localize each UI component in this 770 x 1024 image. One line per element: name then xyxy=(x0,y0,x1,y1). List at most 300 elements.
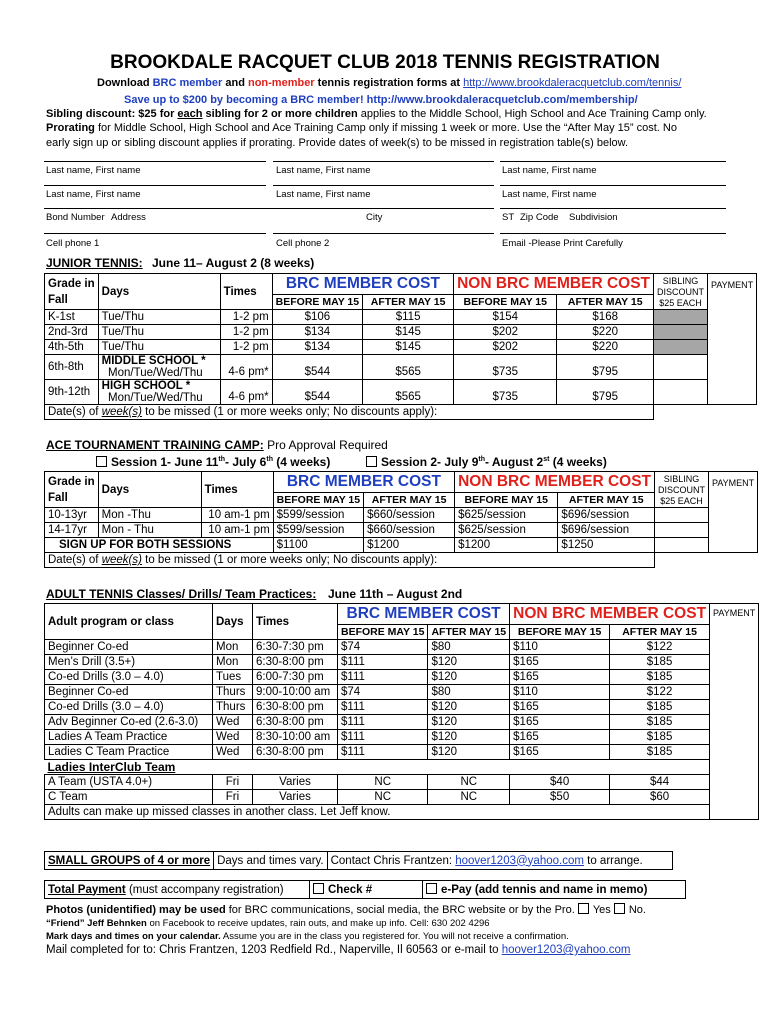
price-cell: $696/session xyxy=(558,508,655,523)
st-label: ST xyxy=(502,212,515,223)
grade-cell: 4th-5th xyxy=(45,340,99,355)
price-cell: $625/session xyxy=(455,508,558,523)
sibling-bold2: sibling for 2 or more children xyxy=(202,108,358,120)
name-line-6[interactable] xyxy=(500,185,726,186)
table-row xyxy=(45,508,758,523)
price-cell: $80 xyxy=(428,685,510,700)
total-label: Total Payment xyxy=(48,883,126,896)
junior-brc-before: BEFORE MAY 15 xyxy=(272,295,362,310)
price-cell: $1100 xyxy=(273,538,363,553)
price-cell: $111 xyxy=(338,655,428,670)
table-row xyxy=(45,355,757,380)
price-cell: $120 xyxy=(428,745,510,760)
junior-heading: JUNIOR TENNIS: xyxy=(46,256,143,270)
adult-brc-cost: BRC MEMBER COST xyxy=(338,604,510,625)
table-row xyxy=(45,730,759,745)
price-cell: $625/session xyxy=(455,523,558,538)
adult-non-after: AFTER MAY 15 xyxy=(610,625,710,640)
price-cell: $735 xyxy=(454,355,557,380)
epay-option[interactable] xyxy=(423,881,686,899)
sibling-rest: applies to the Middle School, High School and Ace Training Camp only. xyxy=(357,108,707,120)
check-option[interactable] xyxy=(310,881,423,899)
name-label-2: Last name, First name xyxy=(276,165,371,176)
price-cell: $111 xyxy=(338,730,428,745)
name-line-1[interactable] xyxy=(44,161,266,162)
table-row xyxy=(45,790,759,805)
times-cell: Varies xyxy=(253,790,338,805)
price-cell: $115 xyxy=(363,310,454,325)
junior-times-header: Times xyxy=(220,274,272,310)
table-row xyxy=(45,523,758,538)
sibling-cell[interactable] xyxy=(655,508,709,523)
session1-text-c: (4 weeks) xyxy=(272,455,331,469)
junior-missed-weeks[interactable] xyxy=(45,405,654,420)
price-cell: $696/session xyxy=(558,523,655,538)
mail-line xyxy=(46,944,630,956)
program-name: MIDDLE SCHOOL * xyxy=(101,355,206,367)
price-cell: $145 xyxy=(363,340,454,355)
session2-text-c: (4 weeks) xyxy=(549,455,607,469)
sibling-amount: $25 EACH xyxy=(659,298,702,308)
price-cell: $165 xyxy=(510,670,610,685)
prorating-line2: early sign up or sibling discount applies if prorating. Provide dates of week(s) to be missed in registration table(s) below. xyxy=(46,137,629,149)
days-cell: Mon xyxy=(213,640,253,655)
sibling-cell[interactable] xyxy=(654,355,708,380)
name-label-3: Last name, First name xyxy=(502,165,597,176)
prorating-line xyxy=(46,122,677,134)
sibling-cell-disabled xyxy=(654,340,708,355)
days-cell xyxy=(98,355,220,380)
address-line[interactable] xyxy=(44,208,494,209)
contact-text: Contact Chris Frantzen: xyxy=(330,854,456,867)
price-cell: $74 xyxy=(338,640,428,655)
checkbox-icon[interactable] xyxy=(426,883,437,894)
and-text: and xyxy=(222,77,248,89)
program-cell: Adv Beginner Co-ed (2.6-3.0) xyxy=(45,715,213,730)
email-label: Email -Please Print Carefully xyxy=(502,238,623,249)
checkbox-icon[interactable] xyxy=(366,456,377,467)
price-cell: $565 xyxy=(363,355,454,380)
price-cell: $660/session xyxy=(364,508,455,523)
times-cell: Varies xyxy=(253,775,338,790)
ace-session-1[interactable] xyxy=(96,455,330,469)
times-cell: 1-2 pm xyxy=(220,310,272,325)
name-line-5[interactable] xyxy=(273,185,494,186)
times-cell: 6:00-7:30 pm xyxy=(253,670,338,685)
junior-payment-header: PAYMENT xyxy=(708,274,757,405)
price-cell: $1250 xyxy=(558,538,655,553)
arrange-text: to arrange. xyxy=(583,854,643,867)
times-cell: 8:30-10:00 am xyxy=(253,730,338,745)
adult-non-brc-cost: NON BRC MEMBER COST xyxy=(510,604,710,625)
grade-in: Grade in xyxy=(48,277,95,290)
friend-bold: “Friend” Jeff Behnken xyxy=(46,918,147,929)
program-name: HIGH SCHOOL * xyxy=(101,380,191,392)
fall: Fall xyxy=(48,293,68,306)
program-cell: Ladies C Team Practice xyxy=(45,745,213,760)
adult-program-header: Adult program or class xyxy=(45,604,213,640)
sibling-cell-disabled xyxy=(654,325,708,340)
name-label-4: Last name, First name xyxy=(46,189,141,200)
name-line-3[interactable] xyxy=(500,161,726,162)
price-cell: $168 xyxy=(557,310,654,325)
ace-grade-header xyxy=(45,472,99,508)
table-row xyxy=(45,745,759,760)
photos-line xyxy=(46,903,646,916)
spacer xyxy=(654,405,708,420)
ace-brc-after: AFTER MAY 15 xyxy=(364,493,455,508)
price-cell: $165 xyxy=(510,655,610,670)
adult-table xyxy=(44,603,759,820)
price-cell: $134 xyxy=(272,340,362,355)
price-cell: $60 xyxy=(610,790,710,805)
price-cell: $110 xyxy=(510,685,610,700)
price-cell: $795 xyxy=(557,355,654,380)
price-cell: $544 xyxy=(272,380,362,405)
adult-days-header: Days xyxy=(213,604,253,640)
adult-times-header: Times xyxy=(253,604,338,640)
ace-payment-header: PAYMENT xyxy=(709,472,758,553)
mail-email-link[interactable]: hoover1203@yahoo.com xyxy=(501,944,631,956)
download-prefix: Download xyxy=(97,77,153,89)
table-row xyxy=(45,325,757,340)
session1-th: th xyxy=(218,456,225,463)
session1-th2: th xyxy=(266,456,273,463)
city-label: City xyxy=(366,212,383,223)
name-line-2[interactable] xyxy=(273,161,494,162)
bond-label: Bond Number xyxy=(46,212,105,223)
checkbox-icon[interactable] xyxy=(614,903,625,914)
checkbox-icon[interactable] xyxy=(96,456,107,467)
price-cell: $165 xyxy=(510,715,610,730)
table-row xyxy=(45,640,759,655)
ace-non-before: BEFORE MAY 15 xyxy=(455,493,558,508)
junior-brc-after: AFTER MAY 15 xyxy=(363,295,454,310)
junior-non-brc-cost: NON BRC MEMBER COST xyxy=(454,274,654,295)
mark-line xyxy=(46,931,569,942)
price-cell: $565 xyxy=(363,380,454,405)
days-cell: Tue/Thu xyxy=(98,340,220,355)
price-cell: $185 xyxy=(610,700,710,715)
session1-text-b: - July 6 xyxy=(225,455,267,469)
check-label: Check # xyxy=(328,883,373,896)
price-cell: NC xyxy=(428,775,510,790)
junior-non-after: AFTER MAY 15 xyxy=(557,295,654,310)
ace-times-header: Times xyxy=(201,472,273,508)
ace-table xyxy=(44,471,758,568)
price-cell: $120 xyxy=(428,700,510,715)
junior-brc-cost: BRC MEMBER COST xyxy=(272,274,453,295)
price-cell: $165 xyxy=(510,730,610,745)
program-cell: Co-ed Drills (3.0 – 4.0) xyxy=(45,670,213,685)
ace-brc-before: BEFORE MAY 15 xyxy=(273,493,363,508)
yes-label: Yes xyxy=(592,904,611,916)
session2-th: th xyxy=(478,456,485,463)
address-label: Address xyxy=(111,212,146,223)
days-cell xyxy=(98,380,220,405)
price-cell: $1200 xyxy=(364,538,455,553)
zip-label: Zip Code xyxy=(520,212,559,223)
session2-text: Session 2- July 9 xyxy=(381,455,479,469)
sibling: SIBLING xyxy=(662,276,699,286)
mark-rest: Assume you are in the class you registered for. You will not receive a confirmation. xyxy=(220,931,569,942)
total-payment-label xyxy=(45,881,310,899)
email-line[interactable] xyxy=(500,233,726,234)
price-cell: $122 xyxy=(610,685,710,700)
price-cell: $202 xyxy=(454,325,557,340)
ace-heading: ACE TOURNAMENT TRAINING CAMP: xyxy=(46,438,264,452)
times-cell: 4-6 pm* xyxy=(220,355,272,380)
table-row xyxy=(45,538,758,553)
adult-heading: ADULT TENNIS Classes/ Drills/ Team Practices: xyxy=(46,587,317,601)
table-row xyxy=(45,340,757,355)
price-cell: $120 xyxy=(428,655,510,670)
price-cell: $145 xyxy=(363,325,454,340)
price-cell: $111 xyxy=(338,715,428,730)
junior-grade-header xyxy=(45,274,99,310)
price-cell: $122 xyxy=(610,640,710,655)
sibling-amount: $25 EACH xyxy=(660,496,703,506)
price-cell: $165 xyxy=(510,700,610,715)
price-cell: $599/session xyxy=(273,523,363,538)
table-row xyxy=(45,715,759,730)
photos-rest: for BRC communications, social media, the BRC website or by the Pro. xyxy=(225,904,578,916)
cell1-line[interactable] xyxy=(44,233,266,234)
adult-brc-after: AFTER MAY 15 xyxy=(428,625,510,640)
program-cell: Co-ed Drills (3.0 – 4.0) xyxy=(45,700,213,715)
name-label-6: Last name, First name xyxy=(502,189,597,200)
checkbox-icon[interactable] xyxy=(578,903,589,914)
no-label: No. xyxy=(628,904,646,916)
prorating-label: Prorating xyxy=(46,122,95,134)
ace-non-brc-cost: NON BRC MEMBER COST xyxy=(455,472,655,493)
days-cell: Thurs xyxy=(213,700,253,715)
price-cell: $220 xyxy=(557,325,654,340)
table-row xyxy=(45,685,759,700)
price-cell: NC xyxy=(428,790,510,805)
missed-post: to be missed (1 or more weeks only; No discounts apply): xyxy=(141,554,438,566)
contact-email-link[interactable]: hoover1203@yahoo.com xyxy=(455,854,584,867)
program-cell: Beginner Co-ed xyxy=(45,685,213,700)
small-groups-days: Days and times vary. xyxy=(214,852,328,870)
price-cell: $220 xyxy=(557,340,654,355)
days-cell: Fri xyxy=(213,775,253,790)
grade-cell: K-1st xyxy=(45,310,99,325)
page-title: BROOKDALE RACQUET CLUB 2018 TENNIS REGISTRATION xyxy=(110,52,660,73)
price-cell: $110 xyxy=(510,640,610,655)
total-note: (must accompany registration) xyxy=(125,883,284,896)
sibling-label: Sibling discount xyxy=(46,108,132,120)
days-cell: Wed xyxy=(213,715,253,730)
missed-week: week(s) xyxy=(101,554,142,566)
sibling-cell[interactable] xyxy=(654,380,708,405)
table-row xyxy=(45,670,759,685)
fall: Fall xyxy=(48,491,68,504)
times-cell: 6:30-8:00 pm xyxy=(253,655,338,670)
name-label-5: Last name, First name xyxy=(276,189,371,200)
program-cell: A Team (USTA 4.0+) xyxy=(45,775,213,790)
friend-rest: on Facebook to receive updates, rain outs, and make up info. Cell: 630 202 4296 xyxy=(146,918,490,929)
price-cell: NC xyxy=(338,775,428,790)
adult-payment-header: PAYMENT xyxy=(710,604,759,820)
save-line[interactable]: Save up to $200 by becoming a BRC member! http://www.brookdaleracquetclub.com/membership/ xyxy=(124,94,638,106)
ace-approval: Pro Approval Required xyxy=(263,438,388,452)
price-cell: $1200 xyxy=(455,538,558,553)
price-cell: $154 xyxy=(454,310,557,325)
times-cell: 10 am-1 pm xyxy=(201,523,273,538)
st-zip-line[interactable] xyxy=(500,208,726,209)
missed-pre: Date(s) of xyxy=(48,406,102,418)
ace-non-after: AFTER MAY 15 xyxy=(558,493,655,508)
session2-st: st xyxy=(543,456,550,463)
days-cell: Fri xyxy=(213,790,253,805)
price-cell: $80 xyxy=(428,640,510,655)
subdivision-label: Subdivision xyxy=(569,212,618,223)
grade-cell: 2nd-3rd xyxy=(45,325,99,340)
days-cell: Tues xyxy=(213,670,253,685)
days-cell: Tue/Thu xyxy=(98,325,220,340)
price-cell: $185 xyxy=(610,670,710,685)
forms-link[interactable]: http://www.brookdaleracquetclub.com/tennis/ xyxy=(463,77,682,89)
times-cell: 1-2 pm xyxy=(220,340,272,355)
missed-week: week(s) xyxy=(101,406,142,418)
ace-heading-line xyxy=(46,438,388,452)
days-cell: Thurs xyxy=(213,685,253,700)
price-cell: $660/session xyxy=(364,523,455,538)
mail-text: Mail completed for to: Chris Frantzen, 1203 Redfield Rd., Naperville, Il 60563 or e-mail to xyxy=(46,944,502,956)
table-row xyxy=(45,310,757,325)
sibling-bold: : $25 for xyxy=(131,108,178,120)
price-cell: $111 xyxy=(338,700,428,715)
price-cell: $111 xyxy=(338,745,428,760)
discount: DISCOUNT xyxy=(657,287,704,297)
ace-brc-cost: BRC MEMBER COST xyxy=(273,472,454,493)
mark-bold: Mark days and times on your calendar. xyxy=(46,931,221,942)
price-cell: $74 xyxy=(338,685,428,700)
times-cell: 6:30-7:30 pm xyxy=(253,640,338,655)
times-cell: 6:30-8:00 pm xyxy=(253,715,338,730)
days-value: Mon/Tue/Wed/Thu xyxy=(108,392,203,404)
adult-non-before: BEFORE MAY 15 xyxy=(510,625,610,640)
price-cell: $120 xyxy=(428,730,510,745)
both-sessions-label: SIGN UP FOR BOTH SESSIONS xyxy=(45,538,274,553)
sibling-cell[interactable] xyxy=(655,523,709,538)
price-cell: $795 xyxy=(557,380,654,405)
spacer xyxy=(709,553,758,568)
ace-days-header: Days xyxy=(98,472,201,508)
session1-text: Session 1- June 11 xyxy=(111,455,219,469)
grade-cell: 9th-12th xyxy=(45,380,99,405)
price-cell: $134 xyxy=(272,325,362,340)
times-cell: 10 am-1 pm xyxy=(201,508,273,523)
price-cell: $106 xyxy=(272,310,362,325)
discount: DISCOUNT xyxy=(658,485,705,495)
price-cell: $185 xyxy=(610,730,710,745)
price-cell: $120 xyxy=(428,715,510,730)
price-cell: $735 xyxy=(454,380,557,405)
junior-sibling-header xyxy=(654,274,708,310)
brc-member-text: BRC member xyxy=(152,77,223,89)
small-groups-label: SMALL GROUPS of 4 or more xyxy=(45,852,214,870)
cell2-line[interactable] xyxy=(273,233,494,234)
times-cell: 1-2 pm xyxy=(220,325,272,340)
table-row xyxy=(45,380,757,405)
sibling-cell[interactable] xyxy=(655,538,709,553)
interclub-heading: Ladies InterClub Team xyxy=(45,760,710,775)
price-cell: $44 xyxy=(610,775,710,790)
days-cell: Mon xyxy=(213,655,253,670)
total-payment-table xyxy=(44,880,686,899)
checkbox-icon[interactable] xyxy=(313,883,324,894)
times-cell: 4-6 pm* xyxy=(220,380,272,405)
photos-bold: Photos (unidentified) may be used xyxy=(46,904,226,916)
grade-cell: 6th-8th xyxy=(45,355,99,380)
price-cell: $185 xyxy=(610,745,710,760)
program-cell: C Team xyxy=(45,790,213,805)
price-cell: $165 xyxy=(510,745,610,760)
small-groups-table xyxy=(44,851,673,870)
days-cell: Mon - Thu xyxy=(98,523,201,538)
sibling: SIBLING xyxy=(663,474,700,484)
program-cell: Ladies A Team Practice xyxy=(45,730,213,745)
friend-line xyxy=(46,918,490,929)
small-groups-contact xyxy=(327,852,672,870)
name-label-1: Last name, First name xyxy=(46,165,141,176)
sibling-each: each xyxy=(177,108,203,120)
ace-session-2[interactable] xyxy=(366,455,607,469)
session2-text-b: - August 2 xyxy=(485,455,544,469)
price-cell: $111 xyxy=(338,670,428,685)
price-cell: NC xyxy=(338,790,428,805)
table-row xyxy=(45,655,759,670)
download-line xyxy=(97,77,681,89)
junior-days-header: Days xyxy=(98,274,220,310)
missed-post: to be missed (1 or more weeks only; No discounts apply): xyxy=(141,406,438,418)
epay-label: e-Pay (add tennis and name in memo) xyxy=(441,883,648,896)
times-cell: 6:30-8:00 pm xyxy=(253,745,338,760)
cell1-label: Cell phone 1 xyxy=(46,238,100,249)
price-cell: $599/session xyxy=(273,508,363,523)
price-cell: $185 xyxy=(610,655,710,670)
days-cell: Tue/Thu xyxy=(98,310,220,325)
grade-in: Grade in xyxy=(48,475,95,488)
price-cell: $185 xyxy=(610,715,710,730)
download-suffix: tennis registration forms at xyxy=(314,77,464,89)
ace-missed-weeks[interactable] xyxy=(45,553,655,568)
sibling-line xyxy=(46,108,707,120)
price-cell: $544 xyxy=(272,355,362,380)
price-cell: $120 xyxy=(428,670,510,685)
price-cell: $50 xyxy=(510,790,610,805)
prorating-rest: for Middle School, High School and Ace Training Camp only if missing 1 week or more. Use the “After May 15” cost. No xyxy=(94,122,677,134)
table-row xyxy=(45,775,759,790)
spacer xyxy=(655,553,709,568)
adult-brc-before: BEFORE MAY 15 xyxy=(338,625,428,640)
grade-cell: 14-17yr xyxy=(45,523,99,538)
ace-sibling-header xyxy=(655,472,709,508)
days-value: Mon/Tue/Wed/Thu xyxy=(108,367,203,379)
table-row xyxy=(45,700,759,715)
program-cell: Men’s Drill (3.5+) xyxy=(45,655,213,670)
price-cell: $202 xyxy=(454,340,557,355)
cell2-label: Cell phone 2 xyxy=(276,238,330,249)
times-cell: 6:30-8:00 pm xyxy=(253,700,338,715)
days-cell: Mon -Thu xyxy=(98,508,201,523)
non-member-text: non-member xyxy=(247,77,315,89)
program-cell: Beginner Co-ed xyxy=(45,640,213,655)
name-line-4[interactable] xyxy=(44,185,266,186)
junior-dates: June 11– August 2 (8 weeks) xyxy=(152,256,315,270)
